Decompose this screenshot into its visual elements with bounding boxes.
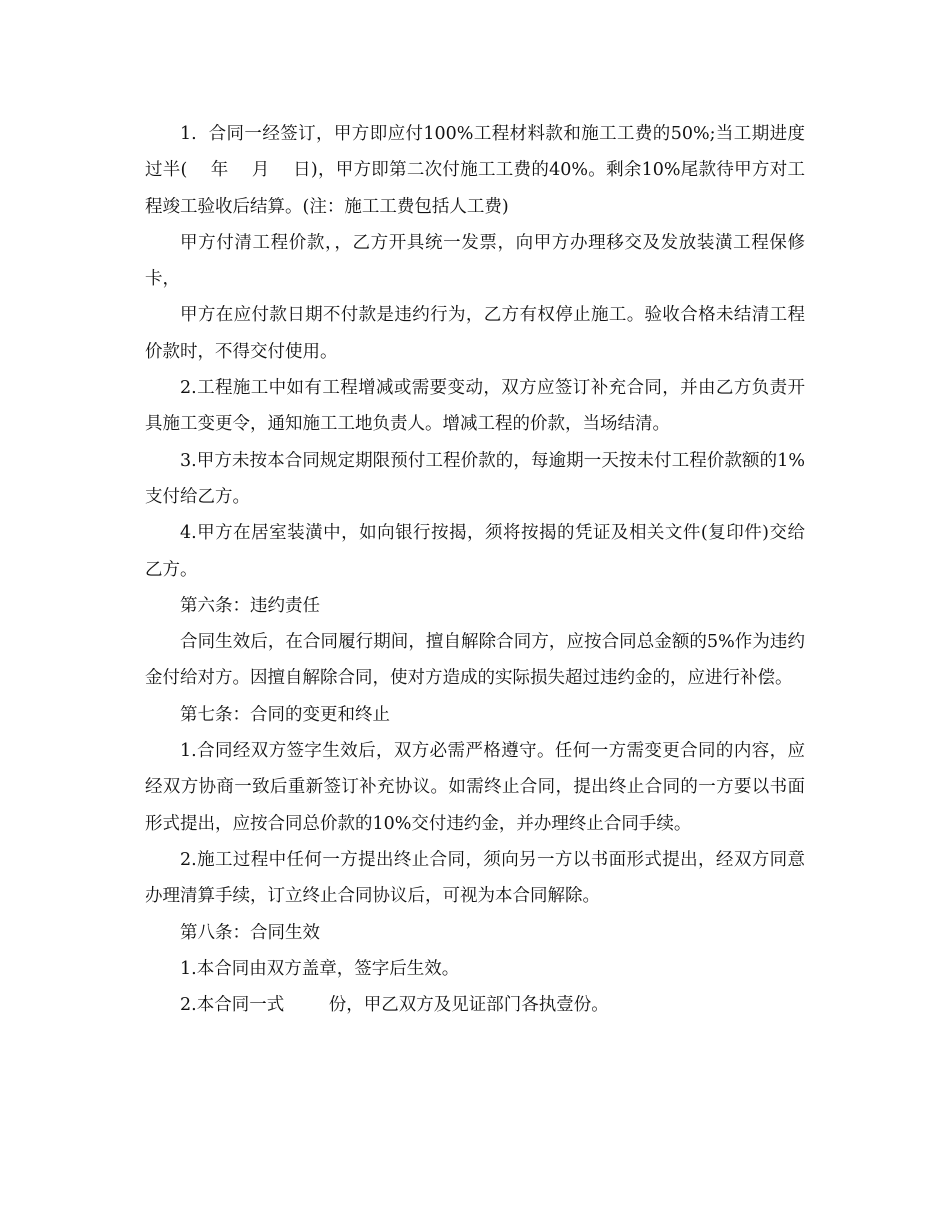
paragraph-contract-change: 1.合同经双方签字生效后，双方必需严格遵守。任何一方需变更合同的内容，应经双方协商一致后重新签订补充协议。如需终止合同，提出终止合同的一方要以书面形式提出，应按合同总价款的10%交付违约金，并办理终止合同手续。 (145, 741, 805, 834)
paragraph-overdue-penalty: 3.甲方未按本合同规定期限预付工程价款的，每逾期一天按未付工程价款额的1%支付给乙方。 (145, 450, 805, 507)
paragraph-change-order: 2.工程施工中如有工程增减或需要变动，双方应签订补充合同，并由乙方负责开具施工变更令，通知施工工地负责人。增减工程的价款，当场结清。 (145, 378, 805, 435)
paragraph-breach-liability: 合同生效后，在合同履行期间，擅自解除合同方，应按合同总金额的5%作为违约金付给对方。因擅自解除合同，使对方造成的实际损失超过违约金的，应进行补偿。 (145, 632, 805, 689)
paragraph-contract-termination: 2.施工过程中任何一方提出终止合同，须向另一方以书面形式提出，经双方同意办理清算手续，订立终止合同协议后，可视为本合同解除。 (145, 849, 805, 907)
document-body (145, 116, 805, 1023)
paragraph-late-payment: 甲方在应付款日期不付款是违约行为，乙方有权停止施工。验收合格未结清工程价款时，不得交付使用。 (145, 305, 805, 362)
section-heading-article-6: 第六条：违约责任 (180, 595, 320, 616)
paragraph-invoice-warranty: 甲方付清工程价款，，乙方开具统一发票，向甲方办理移交及发放装潢工程保修卡， (145, 232, 805, 290)
paragraph-copies: 2.本合同一式 份，甲乙双方及见证部门各执壹份。 (180, 995, 609, 1016)
paragraph-payment-schedule: 1. 合同一经签订，甲方即应付100%工程材料款和施工工费的50%;当工期进度过半( 年 月 日)，甲方即第二次付施工工费的40%。剩余10%尾款待甲方对工程竣工验收后结算。(注：施工工费包括人工费) (145, 124, 805, 217)
section-heading-article-8: 第八条：合同生效 (180, 922, 320, 943)
paragraph-mortgage: 4.甲方在居室装潢中，如向银行按揭，须将按揭的凭证及相关文件(复印件)交给乙方。 (145, 523, 805, 580)
paragraph-effective: 1.本合同由双方盖章，签字后生效。 (180, 958, 460, 979)
section-heading-article-7: 第七条：合同的变更和终止 (180, 704, 390, 725)
